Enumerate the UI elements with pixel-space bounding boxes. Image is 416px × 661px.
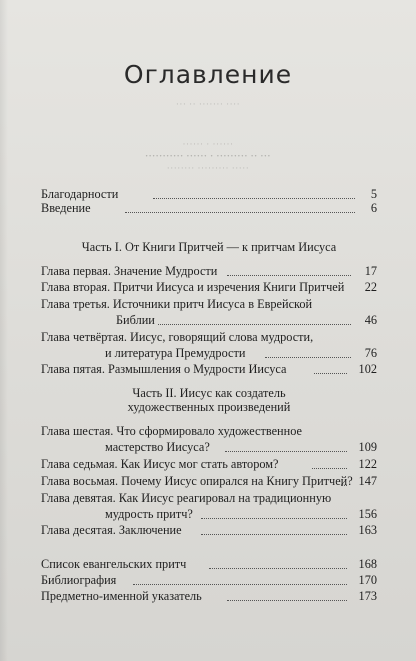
entry-title: Глава вторая. Притчи Иисуса и изречения Книги Притчей [41,280,345,294]
page-number: 156 [358,507,377,521]
entry-title: Глава седьмая. Как Иисус мог стать автором? [41,457,279,471]
page-number: 22 [364,280,377,294]
bleed-through-text: ··· ·· ······· ···· [175,99,241,109]
entry-title: Глава первая. Значение Мудрости [41,264,218,278]
entry-title: Библиография [41,573,117,587]
entry-title-continued: и литература Премудрости [105,346,246,360]
toc-entry-bibliography[interactable] [41,573,377,588]
bleed-through-text: ··········· ······ · ········· ·· ··· [145,151,271,161]
toc-entry-chapter[interactable] [41,491,377,522]
entry-title: Список евангельских притч [41,557,187,571]
entry-title-continued: мастерство Иисуса? [105,440,210,454]
bleed-through-text: ········ ········· ····· [166,163,250,173]
bleed-through-text: ······ · ······ [182,139,234,149]
toc-entry-chapter[interactable] [41,280,377,295]
entry-title: Глава пятая. Размышления о Мудрости Иисуса [41,362,287,376]
part-heading: Часть I. От Книги Притчей — к притчам Иисуса [81,240,337,254]
entry-title: Глава девятая. Как Иисус реагировал на традиционную [41,491,332,505]
page-number: 109 [358,440,377,454]
page-number: 163 [358,523,377,537]
page-number: 46 [364,313,377,327]
entry-title: Благодарности [41,187,119,201]
page-number: 6 [370,201,377,215]
entry-title: Глава четвёртая. Иисус, говорящий слова мудрости, [41,330,314,344]
page-number: 102 [358,362,377,376]
entry-title: Глава восьмая. Почему Иисус опирался на Книгу Притчей? [41,474,353,488]
page-number: 170 [358,573,377,587]
toc-entry-parables-list[interactable] [41,557,377,572]
entry-title: Введение [41,201,91,215]
toc-entry-chapter[interactable] [41,424,377,455]
toc-entry-chapter[interactable] [41,330,377,361]
part-heading-continued: художественных произведений [127,400,291,414]
page-number: 17 [364,264,377,278]
toc-entry-introduction[interactable] [41,201,377,216]
page-number: 76 [364,346,377,360]
page-number: 5 [370,187,377,201]
entry-title: Предметно-именной указатель [41,589,202,603]
toc-entry-chapter[interactable] [41,264,377,279]
page-title: Оглавление [123,60,293,89]
page-number: 147 [358,474,377,488]
entry-title: Глава шестая. Что сформировало художественное [41,424,302,438]
page-number: 173 [358,589,377,603]
entry-title: Глава третья. Источники притч Иисуса в Еврейской [41,297,313,311]
page-number: 168 [358,557,377,571]
toc-entry-chapter[interactable] [41,457,377,472]
toc-entry-chapter[interactable] [41,362,377,377]
page-number: 122 [358,457,377,471]
toc-entry-index[interactable] [41,589,377,604]
entry-title-continued: Библии [116,313,155,327]
toc-entry-chapter[interactable] [41,474,377,489]
entry-title-continued: мудрость притч? [105,507,193,521]
toc-entry-acknowledgements[interactable] [41,187,377,202]
toc-entry-chapter[interactable] [41,523,377,538]
toc-entry-chapter[interactable] [41,297,377,328]
entry-title: Глава десятая. Заключение [41,523,182,537]
part-heading: Часть II. Иисус как создатель [132,386,286,400]
